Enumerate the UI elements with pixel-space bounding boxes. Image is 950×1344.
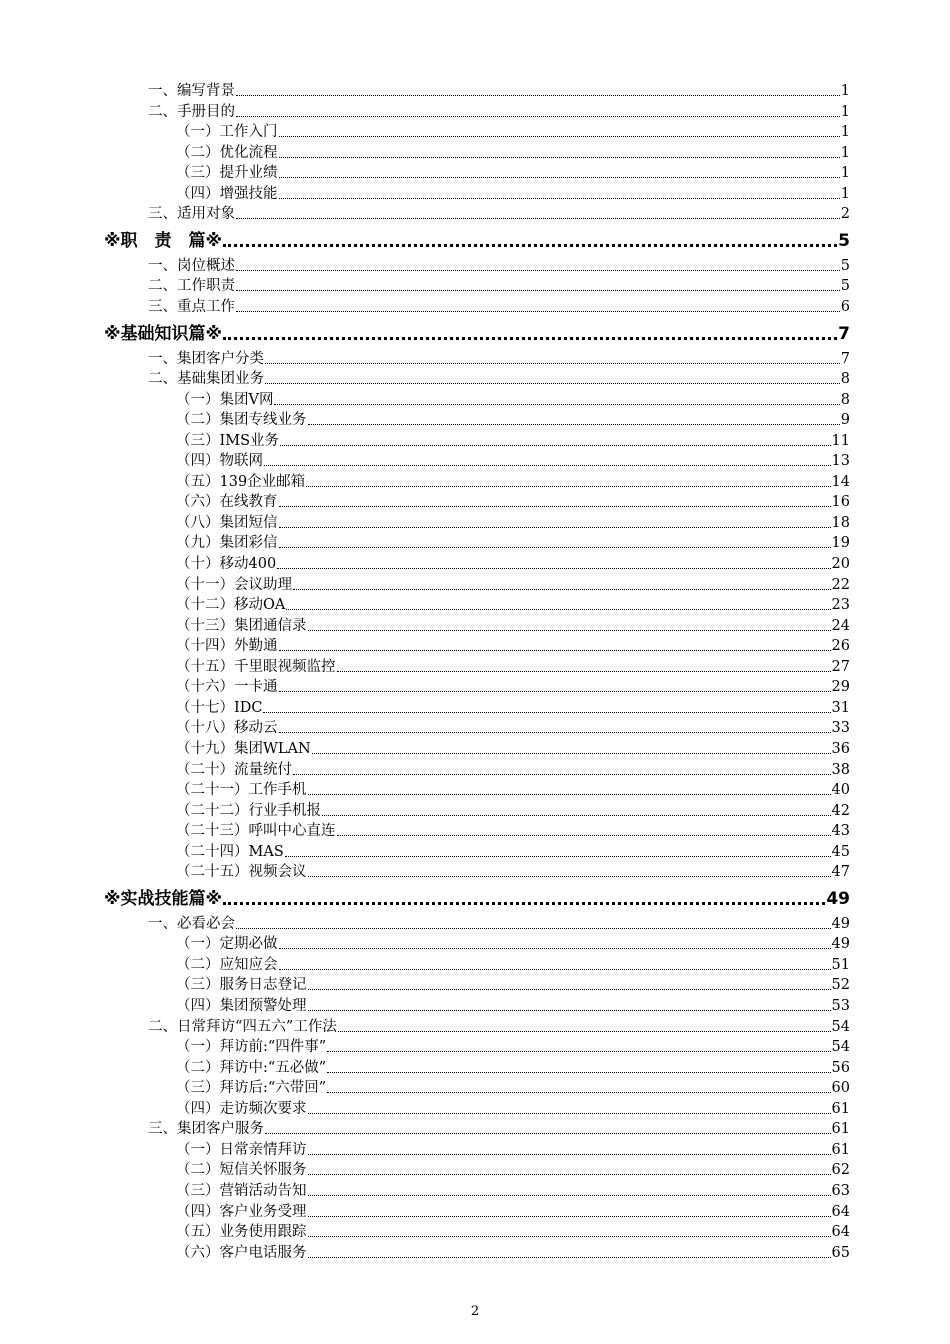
toc-dot-leader — [279, 969, 831, 970]
toc-entry-label: 二、基础集团业务 — [148, 371, 264, 388]
toc-entry-label: （九）集团彩信 — [176, 535, 278, 552]
toc-entry-label: （四）物联网 — [176, 453, 263, 470]
toc-dot-leader — [293, 589, 831, 590]
toc-dot-leader — [327, 1092, 830, 1093]
toc-dot-leader — [265, 363, 840, 364]
toc-entry-page: 13 — [831, 453, 850, 470]
toc-entry[interactable] — [148, 348, 850, 368]
toc-dot-leader — [223, 244, 837, 247]
toc-entry-page: 42 — [831, 802, 850, 819]
toc-entry-page: 62 — [831, 1162, 850, 1179]
toc-entry-label: 三、集团客户服务 — [148, 1121, 264, 1138]
toc-entry-page: 45 — [831, 843, 850, 860]
toc-entry-label: （六）在线教育 — [176, 494, 278, 511]
toc-entry[interactable] — [176, 676, 850, 696]
toc-entry[interactable] — [176, 142, 850, 162]
toc-entry-page: 63 — [831, 1182, 850, 1199]
toc-entry-page: 38 — [831, 761, 850, 778]
toc-entry[interactable] — [148, 1118, 850, 1138]
toc-dot-leader — [277, 568, 830, 569]
toc-entry[interactable] — [176, 491, 850, 511]
toc-entry[interactable] — [176, 532, 850, 552]
toc-entry-label: （一）工作入门 — [176, 124, 278, 141]
toc-entry-label: ※基础知识篇※ — [104, 323, 223, 344]
toc-entry[interactable] — [148, 368, 850, 388]
toc-dot-leader — [308, 1113, 831, 1114]
toc-dot-leader — [279, 948, 831, 949]
toc-entry[interactable] — [176, 183, 850, 203]
toc-entry-page: 43 — [831, 823, 850, 840]
toc-entry[interactable] — [176, 738, 850, 758]
toc-dot-leader — [263, 712, 830, 713]
toc-dot-leader — [308, 1216, 831, 1217]
toc-entry[interactable] — [176, 1057, 850, 1077]
toc-entry-label: 一、编写背景 — [148, 83, 235, 99]
toc-entry-label: （二十五）视频会议 — [176, 864, 307, 881]
toc-entry-label: ※职 责 篇※ — [104, 230, 223, 251]
toc-entry-page: 27 — [831, 658, 850, 675]
toc-entry-label: （十四）外勤通 — [176, 638, 278, 655]
toc-dot-leader — [236, 270, 840, 271]
toc-dot-leader — [236, 116, 840, 117]
toc-entry-label: （十一）会议助理 — [176, 576, 292, 593]
toc-dot-leader — [308, 1257, 831, 1258]
toc-entry[interactable] — [176, 1139, 850, 1159]
toc-entry-label: （一）集团V网 — [176, 391, 274, 408]
toc-dot-leader — [279, 157, 840, 158]
toc-entry-page: 36 — [831, 740, 850, 757]
toc-dot-leader — [279, 691, 831, 692]
toc-entry-page: 22 — [831, 576, 850, 593]
toc-dot-leader — [285, 856, 831, 857]
toc-dot-leader — [279, 136, 840, 137]
toc-entry-page: 61 — [831, 1121, 850, 1138]
toc-dot-leader — [308, 794, 831, 795]
toc-dot-leader — [337, 671, 831, 672]
toc-dot-leader — [286, 609, 830, 610]
toc-entry[interactable] — [176, 1159, 850, 1179]
toc-entry[interactable] — [148, 275, 850, 295]
toc-entry-page: 23 — [831, 597, 850, 614]
toc-dot-leader — [312, 753, 831, 754]
toc-entry[interactable] — [176, 974, 850, 994]
toc-entry[interactable] — [148, 1016, 850, 1036]
toc-entry-page: 19 — [831, 535, 850, 552]
toc-entry-page: 5 — [840, 257, 850, 274]
toc-entry-page: 54 — [831, 1039, 850, 1056]
toc-entry[interactable] — [176, 162, 850, 182]
toc-entry-page: 24 — [831, 617, 850, 634]
toc-entry[interactable] — [176, 389, 850, 409]
toc-entry[interactable] — [176, 697, 850, 717]
toc-dot-leader — [308, 989, 831, 990]
toc-entry-page: 14 — [831, 473, 850, 490]
toc-entry-label: （十三）集团通信录 — [176, 617, 307, 634]
toc-entry-page: 61 — [831, 1141, 850, 1158]
toc-entry-page: 65 — [831, 1244, 850, 1261]
toc-entry-page: 51 — [831, 956, 850, 973]
toc-entry-page: 49 — [831, 915, 850, 932]
toc-entry[interactable] — [176, 954, 850, 974]
toc-entry-label: （二十）流量统付 — [176, 761, 292, 778]
toc-entry[interactable] — [176, 635, 850, 655]
toc-entry[interactable] — [176, 553, 850, 573]
toc-dot-leader — [280, 445, 831, 446]
toc-entry[interactable] — [176, 430, 850, 450]
toc-entry-page: 53 — [831, 998, 850, 1014]
toc-entry[interactable] — [176, 1242, 850, 1262]
toc-entry-label: 一、岗位概述 — [148, 257, 235, 274]
toc-entry-page: 9 — [840, 412, 850, 429]
page-number: 2 — [470, 1304, 480, 1319]
toc-entry-label: （一）拜访前:“四件事” — [176, 1039, 327, 1056]
toc-dot-leader — [279, 198, 840, 199]
toc-entry[interactable] — [148, 296, 850, 316]
toc-dot-leader — [223, 337, 837, 340]
toc-entry-page: 6 — [840, 298, 850, 315]
toc-entry-label: （十八）移动云 — [176, 720, 278, 737]
toc-entry[interactable] — [176, 121, 850, 141]
toc-entry[interactable] — [176, 1077, 850, 1097]
toc-entry-page: 49 — [826, 888, 850, 909]
toc-dot-leader — [308, 876, 831, 877]
toc-entry-label: （二）应知应会 — [176, 956, 278, 973]
toc-entry-page: 54 — [831, 1018, 850, 1035]
toc-entry-page: 2 — [840, 206, 850, 223]
toc-entry[interactable] — [176, 933, 850, 953]
toc-entry[interactable] — [176, 512, 850, 532]
toc-entry-label: 三、重点工作 — [148, 298, 235, 315]
toc-entry-label: （二）集团专线业务 — [176, 412, 307, 429]
toc-entry[interactable] — [148, 203, 850, 223]
toc-entry[interactable] — [148, 913, 850, 933]
toc-entry-page: 18 — [831, 514, 850, 531]
toc-entry[interactable] — [176, 450, 850, 470]
toc-entry-page: 1 — [840, 144, 850, 161]
toc-entry-label: （二十一）工作手机 — [176, 782, 307, 799]
toc-dot-leader — [264, 465, 831, 466]
toc-dot-leader — [236, 311, 840, 312]
toc-dot-leader — [279, 650, 831, 651]
toc-dot-leader — [223, 902, 825, 905]
toc-entry-page: 16 — [831, 494, 850, 511]
toc-entry-page: 64 — [831, 1203, 850, 1220]
toc-entry[interactable] — [148, 101, 850, 121]
toc-entry[interactable] — [176, 717, 850, 737]
toc-entry[interactable] — [176, 841, 850, 861]
toc-entry-page: 33 — [831, 720, 850, 737]
toc-dot-leader — [322, 815, 831, 816]
toc-entry-page: 8 — [840, 391, 850, 408]
toc-dot-leader — [265, 1133, 831, 1134]
toc-entry-page: 1 — [840, 103, 850, 120]
toc-entry-page: 7 — [838, 323, 850, 344]
toc-entry-label: （三）营销活动告知 — [176, 1182, 307, 1199]
toc-dot-leader — [279, 177, 840, 178]
toc-entry-label: （三）服务日志登记 — [176, 977, 307, 994]
toc-entry-page: 1 — [840, 83, 850, 99]
toc-dot-leader — [308, 1174, 831, 1175]
toc-entry-page: 11 — [831, 432, 850, 449]
toc-entry[interactable] — [176, 995, 850, 1015]
toc-entry-label: 二、日常拜访“四五六”工作法 — [148, 1018, 337, 1035]
toc-entry[interactable] — [176, 1098, 850, 1118]
toc-entry[interactable] — [176, 656, 850, 676]
toc-entry-page: 20 — [831, 556, 850, 572]
toc-entry-page: 31 — [831, 699, 850, 716]
toc-entry-page: 1 — [840, 165, 850, 182]
toc-dot-leader — [236, 95, 840, 96]
toc-entry-page: 61 — [831, 1100, 850, 1117]
toc-entry-label: （十七）IDC — [176, 699, 263, 716]
toc-dot-leader — [236, 218, 840, 219]
toc-dot-leader — [279, 506, 831, 507]
toc-entry[interactable] — [176, 820, 850, 840]
toc-entry-label: （四）集团预警处理 — [176, 998, 307, 1014]
toc-entry-label: （一）定期必做 — [176, 936, 278, 953]
toc-dot-leader — [327, 1051, 830, 1052]
toc-entry[interactable] — [148, 255, 850, 275]
toc-entry-label: （三）IMS业务 — [176, 432, 280, 449]
toc-entry-label: （十二）移动OA — [176, 597, 286, 614]
toc-entry-label: 一、集团客户分类 — [148, 350, 264, 367]
toc-entry-page: 7 — [840, 350, 850, 367]
toc-dot-leader — [236, 928, 831, 929]
toc-entry-label: （二十四）MAS — [176, 843, 284, 860]
toc-entry-label: 一、必看必会 — [148, 915, 235, 932]
toc-entry[interactable] — [176, 471, 850, 491]
toc-entry-page: 29 — [831, 679, 850, 696]
toc-entry[interactable] — [176, 615, 850, 635]
toc-entry-label: （六）客户电话服务 — [176, 1244, 307, 1261]
toc-entry-page: 5 — [840, 278, 850, 295]
toc-entry-label: （十五）千里眼视频监控 — [176, 658, 336, 675]
toc-dot-leader — [279, 527, 831, 528]
toc-entry[interactable] — [176, 861, 850, 881]
toc-entry-page: 1 — [840, 185, 850, 202]
toc-dot-leader — [274, 404, 839, 405]
toc-entry-label: 二、手册目的 — [148, 103, 235, 120]
toc-dot-leader — [265, 383, 840, 384]
toc-entry-label: （四）客户业务受理 — [176, 1203, 307, 1220]
toc-dot-leader — [337, 835, 831, 836]
toc-entry-label: （三）提升业绩 — [176, 165, 278, 182]
toc-entry-page: 47 — [831, 864, 850, 881]
toc-entry-label: （一）日常亲情拜访 — [176, 1141, 307, 1158]
toc-entry[interactable] — [176, 759, 850, 779]
toc-entry-label: 三、适用对象 — [148, 206, 235, 223]
toc-dot-leader — [308, 424, 840, 425]
toc-dot-leader — [279, 547, 831, 548]
toc-entry[interactable] — [176, 800, 850, 820]
toc-entry[interactable] — [176, 1201, 850, 1221]
toc-dot-leader — [279, 732, 831, 733]
toc-dot-leader — [308, 1195, 831, 1196]
toc-dot-leader — [338, 1031, 831, 1032]
toc-entry-label: （十六）一卡通 — [176, 679, 278, 696]
toc-entry-page: 1 — [840, 124, 850, 141]
toc-dot-leader — [308, 1154, 831, 1155]
toc-entry-label: （三）拜访后:“六带回” — [176, 1080, 327, 1097]
toc-entry-label: （十九）集团WLAN — [176, 740, 311, 757]
toc-entry-page: 49 — [831, 936, 850, 953]
toc-entry-page: 26 — [831, 638, 850, 655]
toc-entry-page: 64 — [831, 1224, 850, 1241]
toc-entry[interactable] — [148, 80, 850, 100]
toc-entry[interactable] — [176, 1180, 850, 1200]
toc-entry[interactable] — [176, 1221, 850, 1241]
toc-dot-leader — [293, 774, 831, 775]
toc-entry[interactable] — [176, 574, 850, 594]
toc-section-heading[interactable] — [104, 884, 850, 910]
toc-entry-label: （二十二）行业手机报 — [176, 802, 321, 819]
toc-entry-page: 56 — [831, 1059, 850, 1076]
toc-entry-label: 二、工作职责 — [148, 278, 235, 295]
toc-dot-leader — [308, 1236, 831, 1237]
toc-entry-page: 5 — [838, 230, 850, 251]
toc-entry-label: （二）优化流程 — [176, 144, 278, 161]
toc-entry-label: ※实战技能篇※ — [104, 888, 223, 909]
toc-dot-leader — [306, 486, 830, 487]
toc-section-heading[interactable] — [104, 226, 850, 252]
toc-entry-label: （二）拜访中:“五必做” — [176, 1059, 327, 1076]
toc-entry[interactable] — [176, 409, 850, 429]
toc-entry-label: （八）集团短信 — [176, 514, 278, 531]
toc-dot-leader — [327, 1072, 830, 1073]
toc-dot-leader — [236, 290, 840, 291]
toc-dot-leader — [308, 1010, 831, 1011]
toc-entry-label: （五）139企业邮箱 — [176, 473, 306, 490]
toc-entry[interactable] — [176, 594, 850, 614]
toc-entry[interactable] — [176, 779, 850, 799]
toc-entry-page: 8 — [840, 371, 850, 388]
toc-entry-label: （五）业务使用跟踪 — [176, 1224, 307, 1241]
toc-entry-label: （四）增强技能 — [176, 185, 278, 202]
toc-entry-page: 40 — [831, 782, 850, 799]
toc-entry-page: 60 — [831, 1080, 850, 1097]
toc-dot-leader — [308, 630, 831, 631]
toc-entry-label: （二十三）呼叫中心直连 — [176, 823, 336, 840]
toc-entry[interactable] — [176, 1036, 850, 1056]
toc-entry-label: （十）移动400 — [176, 556, 277, 572]
toc-entry-label: （二）短信关怀服务 — [176, 1162, 307, 1179]
toc-entry-page: 52 — [831, 977, 850, 994]
toc-section-heading[interactable] — [104, 319, 850, 345]
toc-entry-label: （四）走访频次要求 — [176, 1100, 307, 1117]
